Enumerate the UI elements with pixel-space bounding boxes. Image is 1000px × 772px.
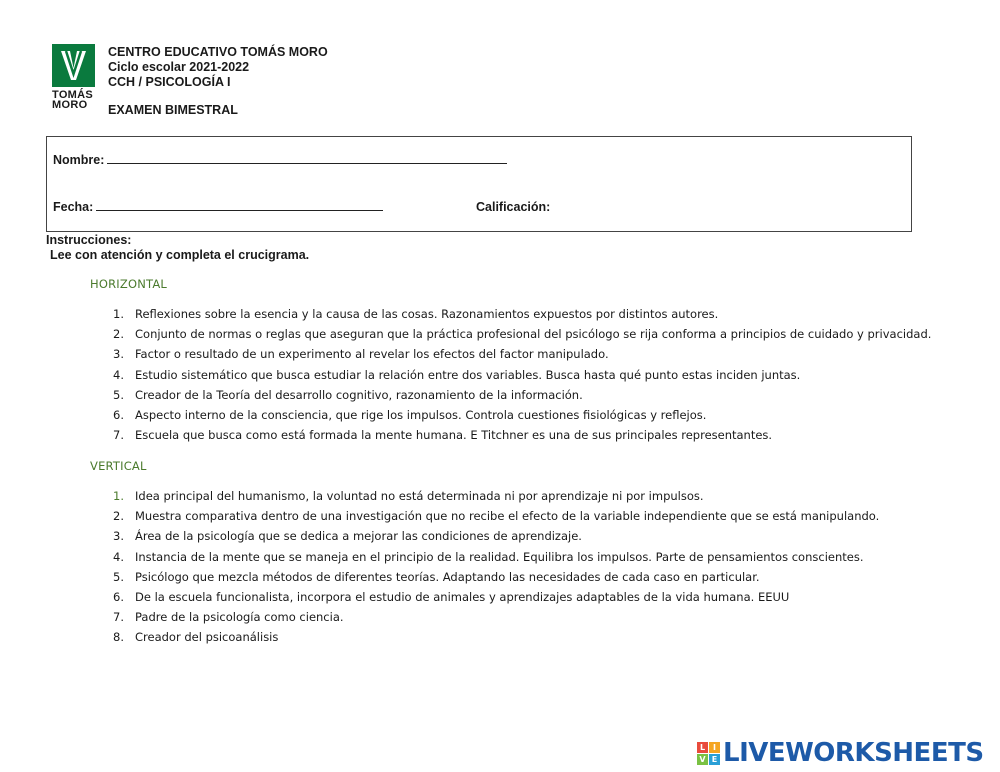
list-item	[113, 610, 879, 630]
list-item	[113, 388, 931, 408]
school-name: CENTRO EDUCATIVO TOMÁS MORO	[108, 45, 328, 59]
list-item	[113, 489, 879, 509]
clue-text: Psicólogo que mezcla métodos de diferentes teorías. Adaptando las necesidades de cada caso en particular.	[135, 569, 760, 584]
liveworksheets-watermark	[697, 738, 984, 768]
clue-number: 5.	[113, 569, 124, 584]
clue-number: 7.	[113, 610, 124, 625]
list-item	[113, 570, 879, 590]
list-item	[113, 368, 931, 388]
clue-number: 7.	[113, 428, 124, 443]
clue-text: Escuela que busca como está formada la mente humana. E Titchner es una de sus principales representantes.	[135, 428, 773, 443]
horizontal-title: HORIZONTAL	[90, 277, 168, 291]
clue-text: Muestra comparativa dentro de una investigación que no recibe el efecto de la variable independiente que se está manipulando.	[135, 509, 880, 524]
clue-number: 2.	[113, 509, 124, 524]
clue-text: Área de la psicología que se dedica a mejorar las condiciones de aprendizaje.	[135, 529, 582, 544]
clue-text: Idea principal del humanismo, la voluntad no está determinada ni por aprendizaje ni por impulsos.	[135, 489, 704, 503]
clue-number: 8.	[113, 630, 124, 645]
clue-text: Factor o resultado de un experimento al revelar los efectos del factor manipulado.	[135, 347, 609, 362]
clue-text: Instancia de la mente que se maneja en el principio de la realidad. Equilibra los impulsos. Parte de pensamientos conscientes.	[135, 549, 864, 564]
clue-number: 4.	[113, 367, 124, 382]
list-item	[113, 509, 879, 529]
watermark-text: LIVEWORKSHEETS	[723, 738, 984, 768]
clue-number: 1.	[113, 489, 124, 503]
clue-number: 3.	[113, 347, 124, 362]
logo-text-line2: MORO	[52, 99, 88, 111]
logo-emblem	[52, 44, 95, 87]
clue-number: 4.	[113, 549, 124, 564]
course-name: CCH / PSICOLOGÍA I	[108, 75, 231, 89]
clue-number: 1.	[113, 307, 124, 321]
student-info-box	[46, 136, 912, 232]
date-input-line[interactable]	[96, 200, 383, 211]
instructions-text: Lee con atención y completa el crucigrama.	[50, 248, 310, 262]
clue-text: Aspecto interno de la consciencia, que rige los impulsos. Controla cuestiones fisiológicas y reflejos.	[135, 407, 707, 422]
exam-title: EXAMEN BIMESTRAL	[108, 103, 238, 117]
list-item	[113, 428, 931, 448]
clue-text: Padre de la psicología como ciencia.	[135, 610, 344, 625]
watermark-square: L	[697, 742, 708, 753]
clue-number: 2.	[113, 327, 124, 342]
horizontal-clue-list	[113, 307, 931, 448]
list-item	[113, 529, 879, 549]
clue-number: 6.	[113, 589, 124, 604]
clue-number: 5.	[113, 387, 124, 402]
school-logo	[52, 44, 96, 110]
date-field	[53, 200, 383, 214]
list-item	[113, 630, 879, 650]
list-item	[113, 590, 879, 610]
watermark-square: E	[709, 754, 720, 765]
logo-v-icon	[52, 44, 95, 87]
list-item	[113, 327, 931, 347]
clue-text: Creador del psicoanálisis	[135, 630, 279, 645]
grade-label: Calificación:	[476, 200, 551, 214]
list-item	[113, 550, 879, 570]
list-item	[113, 307, 931, 327]
watermark-square: I	[709, 742, 720, 753]
clue-number: 3.	[113, 529, 124, 544]
name-label: Nombre:	[53, 153, 105, 167]
grade-field	[476, 200, 550, 214]
clue-number: 6.	[113, 407, 124, 422]
clue-text: Estudio sistemático que busca estudiar la relación entre dos variables. Busca hasta qué punto estas inciden juntas.	[135, 367, 801, 382]
logo-text-line1: TOMÁS	[52, 89, 94, 101]
clue-text: Creador de la Teoría del desarrollo cognitivo, razonamiento de la información.	[135, 387, 583, 402]
vertical-clue-list	[113, 489, 879, 651]
watermark-square: V	[697, 754, 708, 765]
name-field	[53, 153, 507, 167]
clue-text: Conjunto de normas o reglas que aseguran que la práctica profesional del psicólogo se rija conforma a principios de cuidado y privacidad.	[135, 327, 932, 342]
document-header	[108, 45, 328, 90]
date-label: Fecha:	[53, 200, 94, 214]
clue-text: De la escuela funcionalista, incorpora el estudio de animales y aprendizajes adaptables de la vida humana. EEUU	[135, 589, 790, 604]
clue-text: Reflexiones sobre la esencia y la causa de las cosas. Razonamientos expuestos por distintos autores.	[135, 307, 719, 321]
watermark-logo-icon	[697, 742, 720, 765]
instructions-title: Instrucciones:	[46, 233, 132, 247]
list-item	[113, 408, 931, 428]
name-input-line[interactable]	[107, 153, 507, 164]
school-cycle: Ciclo escolar 2021-2022	[108, 60, 250, 74]
vertical-title: VERTICAL	[90, 459, 147, 473]
list-item	[113, 347, 931, 367]
